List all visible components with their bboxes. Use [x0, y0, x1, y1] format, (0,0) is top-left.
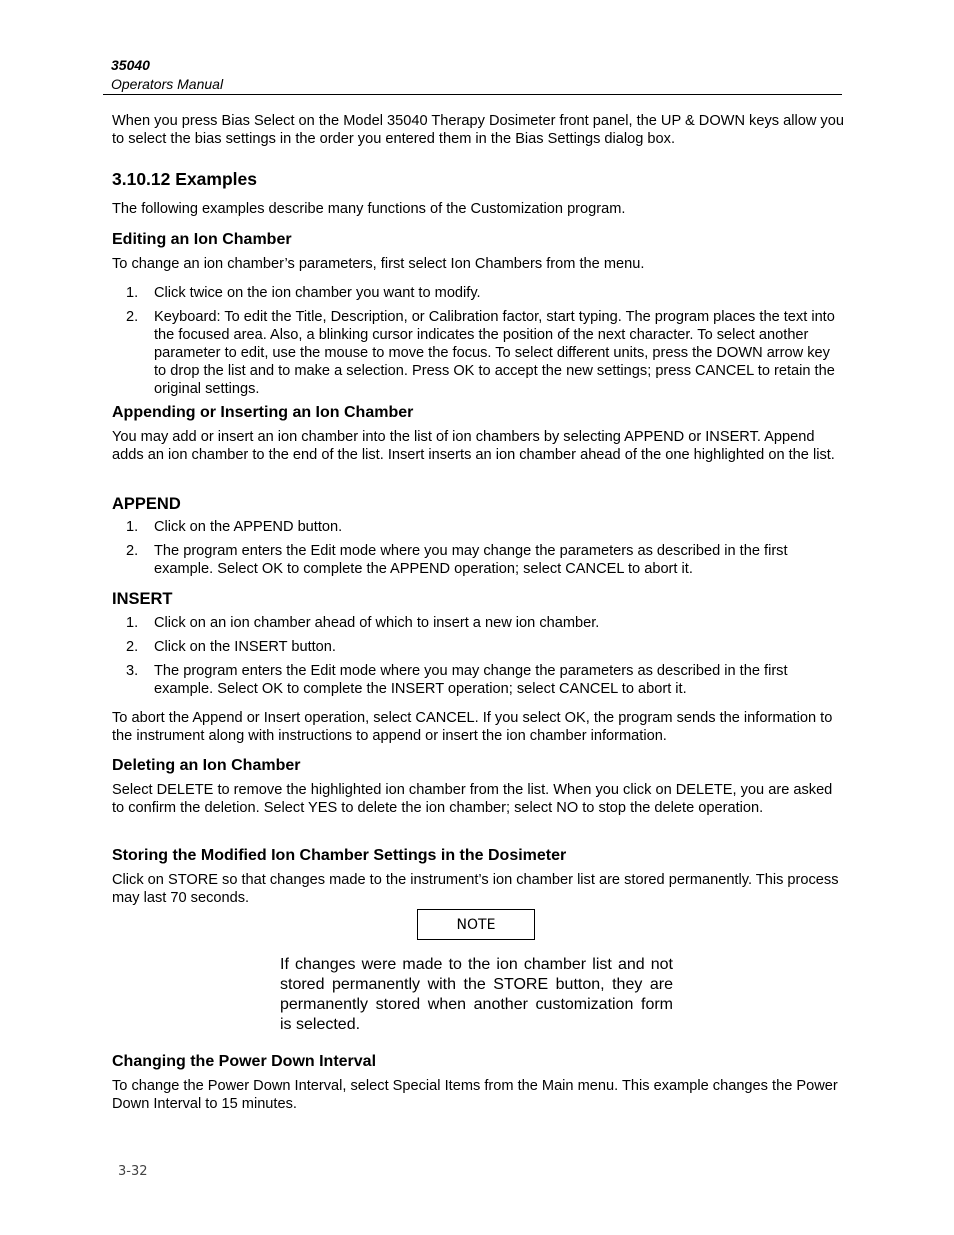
storing-paragraph: Click on STORE so that changes made to the instrument’s ion chamber list are stored permanently. This process may last 70 seconds. [112, 872, 839, 906]
header-divider [103, 94, 842, 95]
step-number: 3. [126, 663, 139, 679]
editing-heading: Editing an Ion Chamber [112, 231, 292, 248]
list-item [112, 308, 844, 398]
header-manual-title: Operators Manual [111, 76, 224, 92]
appending-heading: Appending or Inserting an Ion Chamber [112, 404, 414, 421]
section-intro: The following examples describe many functions of the Customization program. [112, 201, 626, 217]
deleting-paragraph: Select DELETE to remove the highlighted ion chamber from the list. When you click on DELETE, you are asked to confirm the deletion. Select YES to delete the ion chamber; select NO to stop the delete operation. [112, 782, 833, 816]
intro-paragraph: When you press Bias Select on the Model 35040 Therapy Dosimeter front panel, the UP & DOWN keys allow you to select the bias settings in the order you entered them in the Bias Settings dialog box. [112, 113, 844, 147]
deleting-heading: Deleting an Ion Chamber [112, 757, 301, 774]
insert-steps [112, 614, 844, 704]
abort-paragraph: To abort the Append or Insert operation, select CANCEL. If you select OK, the program sends the information to the instrument along with instructions to append or insert the ion chamber information. [112, 710, 833, 744]
step-number: 1. [126, 285, 139, 301]
note-label-box [417, 909, 535, 940]
step-number: 2. [126, 543, 139, 559]
step-number: 1. [126, 615, 139, 631]
storing-heading: Storing the Modified Ion Chamber Settings in the Dosimeter [112, 847, 567, 864]
page-number: 3-32 [118, 1164, 148, 1179]
list-item [112, 614, 844, 632]
section-heading [112, 168, 257, 190]
header-model: 35040 [111, 57, 150, 73]
power-heading: Changing the Power Down Interval [112, 1053, 377, 1070]
append-steps [112, 518, 844, 584]
list-item [112, 518, 844, 536]
section-title: Examples [175, 169, 257, 189]
power-paragraph: To change the Power Down Interval, select Special Items from the Main menu. This example changes the Power Down Interval to 15 minutes. [112, 1078, 838, 1112]
list-item [112, 284, 844, 302]
step-text: The program enters the Edit mode where you may change the parameters as described in the first example. Select OK to complete the APPEND operation; select CANCEL to abort it. [154, 543, 788, 577]
editing-intro: To change an ion chamber’s parameters, first select Ion Chambers from the menu. [112, 256, 645, 272]
editing-steps [112, 284, 844, 404]
step-text: Click on the APPEND button. [154, 519, 343, 535]
step-text: Click on an ion chamber ahead of which to insert a new ion chamber. [154, 615, 600, 631]
step-number: 2. [126, 309, 139, 325]
note-text: If changes were made to the ion chamber list and not stored permanently with the STORE button, they are permanently stored when another customization form is selected. [280, 956, 673, 1033]
appending-paragraph: You may add or insert an ion chamber into the list of ion chambers by selecting APPEND or INSERT. Append adds an ion chamber to the end of the list. Insert inserts an ion chamber ahead of the one highlighted on the list. [112, 429, 835, 463]
step-text: The program enters the Edit mode where you may change the parameters as described in the first example. Select OK to complete the INSERT operation; select CANCEL to abort it. [154, 663, 788, 697]
insert-heading: INSERT [112, 590, 173, 608]
note-label: NOTE [456, 916, 496, 933]
running-header [111, 56, 223, 94]
list-item [112, 638, 844, 656]
step-number: 1. [126, 519, 139, 535]
append-heading: APPEND [112, 495, 181, 513]
list-item [112, 662, 844, 698]
step-text: Click on the INSERT button. [154, 639, 336, 655]
section-number: 3.10.12 [112, 169, 171, 189]
step-text: Click twice on the ion chamber you want to modify. [154, 285, 481, 301]
step-text: Keyboard: To edit the Title, Description, or Calibration factor, start typing. The program places the text into the focused area. Also, a blinking cursor indicates the position of the next character. To select another parameter to edit, use the mouse to move the focus. To select different units, press the DOWN arrow key to drop the list and to make a selection. Press OK to accept the new settings; press CANCEL to retain the original settings. [154, 309, 835, 397]
list-item [112, 542, 844, 578]
step-number: 2. [126, 639, 139, 655]
